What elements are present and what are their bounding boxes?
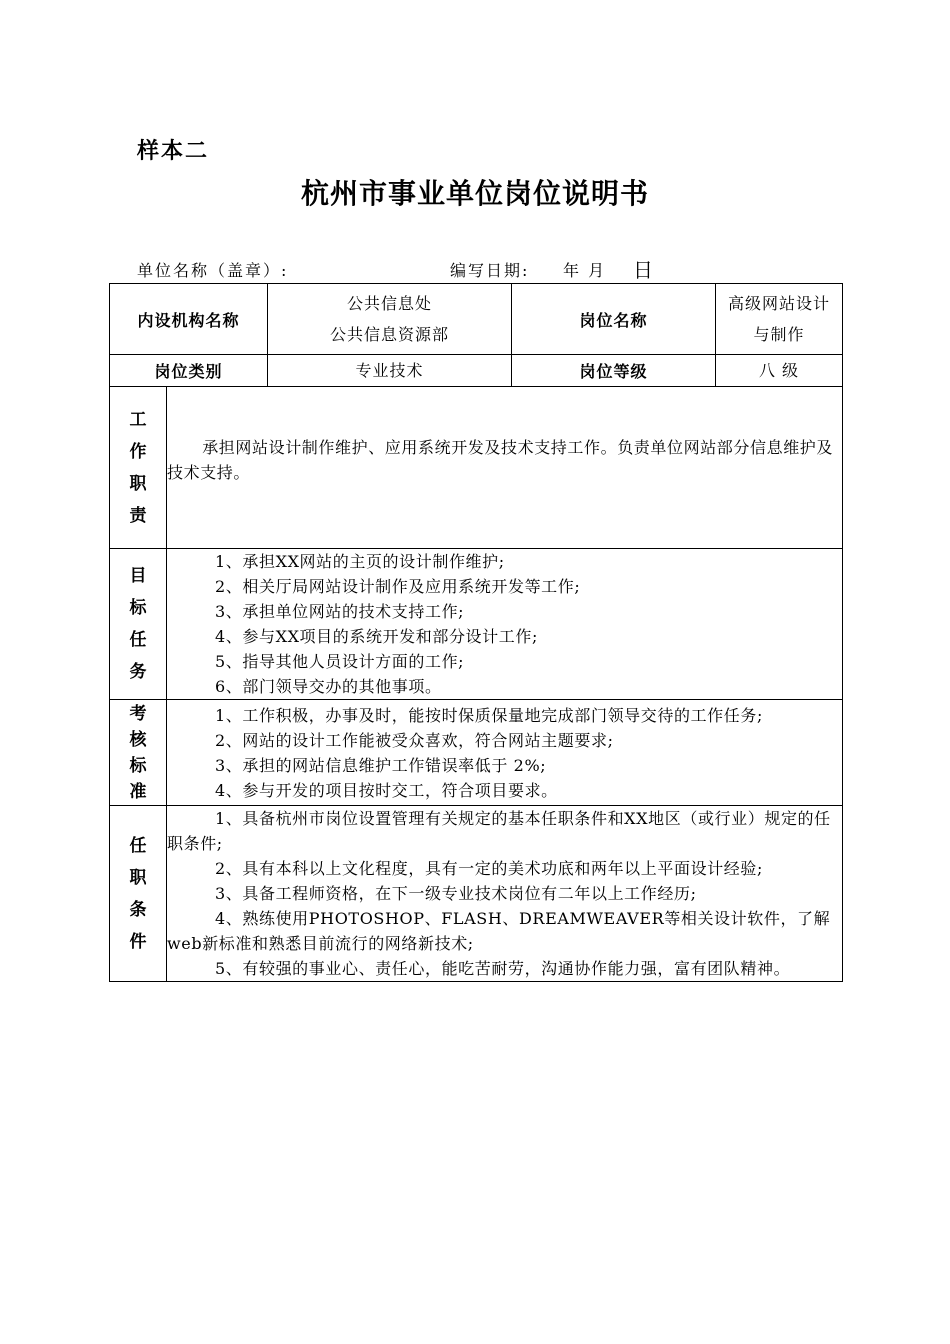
assessment-label-char: 考: [129, 703, 147, 724]
tasks-label-char: 务: [129, 662, 147, 682]
post-name-line1: 高级网站设计: [728, 294, 831, 313]
task-item: 2、相关厅局网站设计制作及应用系统开发等工作;: [215, 577, 581, 596]
task-item: 3、承担单位网站的技术支持工作;: [215, 602, 465, 621]
duties-label-char: 责: [129, 505, 147, 526]
dept-value-line1: 公共信息处: [347, 294, 433, 313]
assessment-item: 3、承担的网站信息维护工作错误率低于 2%;: [215, 755, 547, 775]
date-day: 日: [633, 258, 655, 282]
dept-value: [268, 284, 512, 355]
assessment-label-char: 核: [129, 729, 147, 750]
job-description-table: [109, 283, 843, 982]
requirement-item: 2、具有本科以上文化程度，具有一定的美术功底和两年以上平面设计经验;: [215, 859, 763, 878]
dept-label: 内设机构名称: [110, 284, 268, 355]
requirements-label-char: 件: [129, 931, 147, 952]
post-name-line2: 与制作: [753, 325, 805, 344]
assessment-row: [110, 700, 843, 806]
assessment-label-char: 标: [129, 755, 147, 776]
requirements-label-char: 任: [129, 835, 147, 856]
tasks-label-char: 目: [129, 566, 147, 586]
task-item: 4、参与XX项目的系统开发和部分设计工作;: [215, 627, 538, 646]
duties-label-char: 作: [129, 441, 147, 462]
duties-label-char: 工: [129, 409, 147, 430]
tasks-label-char: 标: [129, 598, 147, 618]
date-year-month: 年 月: [563, 261, 607, 280]
unit-name-label: 单位名称（盖章）:: [137, 261, 289, 280]
requirements-content: [167, 806, 843, 982]
task-item: 1、承担XX网站的主页的设计制作维护;: [215, 552, 505, 571]
duties-label: [110, 387, 167, 549]
post-name-label: 岗位名称: [512, 284, 716, 355]
duties-content: [167, 387, 843, 549]
dept-value-line2: 公共信息资源部: [330, 325, 450, 344]
requirement-item: 5、有较强的事业心、责任心，能吃苦耐劳，沟通协作能力强，富有团队精神。: [215, 959, 791, 978]
requirement-item: 4、熟练使用PHOTOSHOP、FLASH、DREAMWEAVER等相关设计软件，了解web新标准和熟悉目前流行的网络新技术;: [167, 909, 831, 953]
dept-row: [110, 284, 843, 355]
date-label: 编写日期:: [450, 261, 530, 280]
sample-label: 样本二: [137, 138, 210, 164]
tasks-row: [110, 549, 843, 700]
assessment-item: 4、参与开发的项目按时交工，符合项目要求。: [215, 780, 558, 800]
requirement-item: 3、具备工程师资格，在下一级专业技术岗位有二年以上工作经历;: [215, 884, 697, 903]
post-level-value: 八 级: [716, 355, 843, 387]
post-type-value: 专业技术: [268, 355, 512, 387]
post-type-label: 岗位类别: [110, 355, 268, 387]
tasks-content: [167, 549, 843, 700]
duties-label-char: 职: [129, 473, 147, 494]
requirement-item: 1、具备杭州市岗位设置管理有关规定的基本任职条件和XX地区（或行业）规定的任职条件;: [167, 809, 831, 853]
requirements-label: [110, 806, 167, 982]
assessment-item: 1、工作积极，办事及时，能按时保质保量地完成部门领导交待的工作任务;: [215, 705, 763, 725]
tasks-label-char: 任: [129, 630, 147, 650]
duties-text: 承担网站设计制作维护、应用系统开发及技术支持工作。负责单位网站部分信息维护及技术支持。: [167, 437, 833, 482]
post-name-value: [716, 284, 843, 355]
duties-row: [110, 387, 843, 549]
type-row: [110, 355, 843, 387]
post-level-label: 岗位等级: [512, 355, 716, 387]
assessment-content: [167, 700, 843, 806]
requirements-row: [110, 806, 843, 982]
tasks-label: [110, 549, 167, 700]
assessment-item: 2、网站的设计工作能被受众喜欢，符合网站主题要求;: [215, 730, 614, 750]
assessment-label: [110, 700, 167, 806]
assessment-label-char: 准: [129, 781, 147, 802]
requirements-label-char: 条: [129, 899, 147, 920]
task-item: 6、部门领导交办的其他事项。: [215, 677, 442, 696]
document-title: 杭州市事业单位岗位说明书: [300, 177, 649, 210]
task-item: 5、指导其他人员设计方面的工作;: [215, 652, 465, 671]
requirements-label-char: 职: [129, 867, 147, 888]
